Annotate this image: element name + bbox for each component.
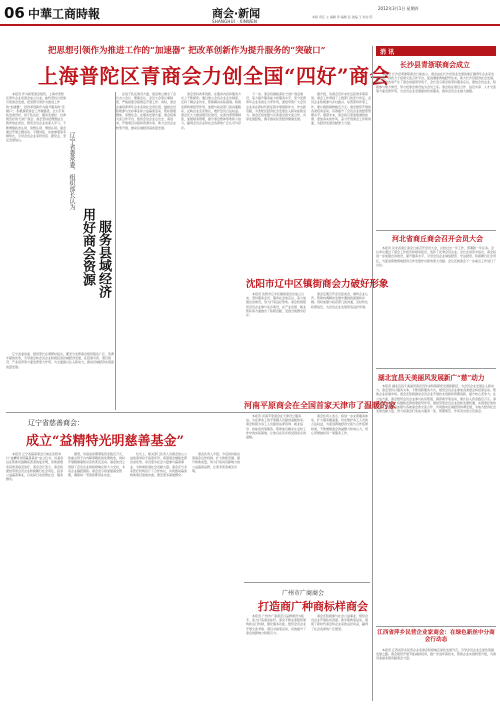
lead-body-col5: 据介绍，该商会近年来先后获得多项荣誉，商会工作得到了上级部门的充分肯定。会员企业积极参与乡村振兴、东西部协作等工作，累计捐款捐物数百万元。商会组织开展的各类培训活动，有效提升了会员企业的经营管理水平。展望未来，商会将以更加饱满的热情、更加务实的作风，奋力开创商会工作新局面，为经济发展贡献更大力量。 — [311, 92, 371, 126]
vertical-headline-2: 服务县域经济 — [96, 220, 111, 298]
liaoning-kicker: 辽宁省慈善商会： — [28, 419, 84, 427]
page-number: 06 — [4, 4, 25, 22]
lead-body-col2: 在班子队伍建设方面，商会建立健全了会长办公会议、理事会议、会员大会等议事制度，严格按照章程规定开展工作。同时，商会注重培养青年企业家的社会责任感，鼓励会员积极参与光彩事业和公益慈善活动，帮扶困难群体，回馈社会。在服务发展方面，商会搭建交流合作平台，组织会员企业走出去、请进来，开展项目对接和资源共享，助力会员企业转型升级，推动区域经济高质量发展。 — [116, 92, 176, 130]
vertical-kicker: 辽宁省委常委、组织部长认为 — [68, 132, 75, 210]
lead-body-col4: 下一步，商会将继续深化“四好”商会建设，着力提升服务能力和服务水平，充分发挥青年企业家的生力军作用，团结带领广大会员企业家在新时代新征程中展现新作为、作出新贡献，为普陀区经济社会发展注入新动能新活力。商会还将加强与兄弟商会的交流合作，共享发展经验，携手推动民营经济健康发展。 — [246, 92, 306, 122]
sidebar-item-body: 本报讯 湖北宜昌天美丽风商会近年来积极探索发展新路径，为会员企业发展注入新动力。商会坚持以服务为本，不断创新服务方式，组织会员企业参加各类展会和招商活动，帮助企业拓展市场。商会还积极推动会员企业开展技术创新和管理创新，提升核心竞争力。在公益方面，商会组织会员企业参与扶贫帮困、捐资助学等活动，累计投入资金数百万元。商会负责人表示，将继续发挥桥梁纽带作用，团结带领会员企业抢抓发展机遇，实现更好更快发展。商会还将加强与各地商会的交流合作，共同推动区域经济协调发展，为地方经济社会发展贡献力量，努力将商会打造成为服务一流、管理规范、作用突出的示范商会。 — [376, 384, 496, 414]
lead-body-col1: 本报讯 作为新型商会组织，上海市普陀区青年企业家商会成立以来，始终坚持以党建引领商会发展，把思想引领作为推进工作的“加速器”，把改革创新作为提升服务的“突破口”，积极探索商会工作新路径，全力打造政治建设好、班子队伍好、服务发展好、自律规范好的“四好”商会。商会坚持把理想信念教育放在首位，组织会员企业家深入学习，不断增强政治认同、思想认同、情感认同。商会通过开展主题活动、专题讲座、实地参观等多种形式，引导会员企业家听党话、跟党走，坚定发展信心。 — [6, 92, 66, 143]
liaoning-body-col1: 本报讯 辽宁省慈善商会日前在沈阳举行“益精特光明慈善基金”成立仪式。该基金旨在帮助贫困眼疾患者恢复光明，资助困难家庭患者接受治疗。商会会长表示，商会将团结带领会员企业积极履行社会责任，投身公益慈善事业，以实际行动回馈社会、服务群众。 — [6, 452, 64, 482]
liaoning-body-col2: 据悉，该基金首期筹集资金数百万元，将重点用于白内障等眼疾的免费救治，同时开展眼健康知识宣传普及活动。基金的设立得到了会员企业的积极响应和大力支持，多家企业踊跃捐款。商会表示将加强基金管理，确保每一笔善款都用在实处。 — [68, 452, 126, 478]
column-divider — [115, 92, 116, 410]
sidebar-item-body: 本报讯 长沙县青浙联商会日前成立。商会由在长沙县创业发展的浙江籍青年企业家发起组建，将致力于搭建交流合作平台，促进湘浙两地经贸往来，助力长沙县经济社会发展。成立大会选举产生了商会首届领导班子，会长表示商会将坚持服务宗旨，团结会员企业，积极参与地方建设，努力把商会建设成为会员之家。商会将在项目合作、信息共享、人才交流等方面发挥作用，为会员企业发展提供优质服务，推动会员企业做大做强。 — [376, 72, 496, 93]
sidebar-item-title: 湖北宜昌天美丽风发展新广“慈”动力 — [378, 374, 485, 382]
sidebar-item-body: 本报讯 河北省商丘商会日前召开会员大会，总结过去一年工作，部署新一年任务。会议审议通过了商会工作报告和财务报告，表彰了优秀会员企业。会长在讲话中指出，商会将进一步加强自身建设，提升服务水平，引导会员企业诚信经营、守法经营，积极履行社会责任，为促进冀豫两地经济合作发展作出新的更大贡献。会议还就商会下一步重点工作进行了讨论。 — [376, 246, 496, 267]
issue-date: 2012年3月1日 星期四 — [378, 6, 419, 11]
guangzhou-headline: 打造商广种商标样商会 — [258, 600, 368, 613]
masthead — [0, 0, 500, 26]
henan-headline: 河南平原商会在全国首家天津市了温暖的家 — [244, 400, 396, 410]
lead-body-col3: 商会坚持改革创新，在服务内容和服务方式上不断探索。通过建立会员企业走访制度，及时了解企业诉求，帮助解决实际困难。积极发挥桥梁纽带作用，加强与政府部门的沟通联系，反映企业意见建议，维护会员合法权益。商会还大力推进规范化建设，完善内部管理制度，加强财务管理，提升商会整体形象和公信力，赢得会员企业和社会各界的广泛认可与好评。 — [181, 92, 241, 130]
editor-credits: 本版 责任 主 编辑 李 编辑 张 美编 王 校对 陈 — [312, 15, 373, 19]
henan-body-col1: 本报讯 河南平原商会在天津设立服务站，为在津务工的平原籍人员提供温暖的家。商会积极为务工人员提供法律咨询、就业指导、技能培训等服务，帮助他们解决生活和工作中的实际困难，让他们在异乡感受到家乡的温暖。 — [246, 414, 306, 440]
section-title: 商会·新闻 — [212, 7, 261, 20]
vertical-body: 辽宁省委常委、组织部长在调研时指出，要充分发挥商会组织联系广泛、资源丰富的优势，引导商会和会员企业积极投身县域经济发展，在招商引资、项目建设、产业培育等方面发挥更大作用，为全面振兴注入新动力，推动县域经济实现高质量发展。 — [6, 352, 114, 369]
section-divider — [376, 368, 496, 369]
sidebar-item-title: 江西省萍乡民营企业家商会：在绿色新丝中分商会行动态 — [377, 630, 495, 643]
vertical-headline-1: 用好商会资源 — [80, 208, 95, 286]
masthead-bar — [0, 24, 500, 26]
guangzhou-kicker: 广州市广商商会 — [282, 590, 325, 597]
column-divider — [372, 46, 373, 701]
lead-headline: 上海普陀区青商会力创全国“四好”商会 — [38, 64, 391, 88]
section-divider — [376, 626, 496, 627]
guangzhou-body-col2: 商会还积极参与社会公益事业，组织会员企业开展扶贫济困、助学助教等活动，展现了新时代商会和企业家的良好风采，赢得了社会各界的广泛赞誉。 — [311, 614, 369, 631]
sidebar-item-body: 本报讯 江西省萍乡民营企业家商会积极响应绿色发展号召，引导会员企业走绿色低碳发展之路。商会组织开展节能减排培训，推广先进环保技术，帮助企业实现转型升级，为建设美丽家园贡献商会力量。 — [376, 648, 496, 661]
vertical-feature — [66, 96, 114, 346]
guangzhou-body-col1: 本报讯 广州市广商商会以品牌建设为抓手，着力打造商会标杆。商会不断完善组织架构和运行机制，强化服务功能，组织会员企业开展交流考察、项目对接等活动，有效提升了商会的影响力和吸引力。 — [246, 614, 306, 635]
section-divider — [376, 230, 496, 231]
paper-name: 中華工商時報 — [28, 7, 101, 21]
sidebar-item-title: 河北省商丘商会召开会员大会 — [392, 234, 483, 243]
henan-body-col2: 商会负责人表示，将进一步完善服务体系，扩大服务覆盖面，切实维护务工人员的合法权益，为促进两地经济交流与合作搭建桥梁，不断增强商会的凝聚力和向心力，用心用情做好每一项服务工作。 — [311, 414, 369, 435]
section-divider — [6, 412, 368, 413]
liaoning-body-col4: 商会负责人介绍，今后将持续完善基金运作机制，扩大救助范围，提升救助质量，努力打造具有影响力的公益慈善品牌，让更多患者重见光明。 — [192, 452, 241, 473]
sidebar-item-title: 长沙县青浙联商会成立 — [400, 60, 470, 69]
section-subtitle: SHANGHUI · XINWEN — [212, 19, 258, 24]
section-divider — [244, 582, 370, 583]
sidebar-header — [376, 46, 496, 56]
shenyang-body-col2: 商会定期召开会员座谈会，倾听企业心声，帮助协调解决发展中遇到的困难和问题。同时加强与政府部门的沟通，及时传达政策信息，为会员企业发展营造良好环境。 — [311, 292, 369, 309]
liaoning-body-col3: 仪式上，相关部门负责人对商会热心公益的善举给予高度评价，希望商会继续发挥自身优势，动员更多社会力量参与慈善事业，为构建和谐社会贡献力量。商会还与多家医疗机构签订了合作协议，共同推动慈善救助项目落地实施，惠及更多困难群众。 — [130, 452, 188, 478]
shenyang-body-col1: 本报讯 沈阳市辽中区镇街商会自成立以来，坚持服务会员、服务社会的宗旨，着力加强自身建设，努力打造良好形象。商会积极组织会员企业参与家乡建设，在产业发展、就业帮扶等方面做出了积极贡献，受到当地群众好评。 — [246, 292, 306, 318]
lead-kicker: 把思想引领作为推进工作的“加速器” 把改革创新作为提升服务的“突破口” — [48, 46, 326, 56]
sidebar-header-label: 消 讯 — [380, 49, 395, 56]
shenyang-headline: 沈阳市辽中区镇街商会力破好形象 — [246, 279, 389, 290]
liaoning-headline: 成立“益精特光明慈善基金” — [26, 434, 184, 449]
